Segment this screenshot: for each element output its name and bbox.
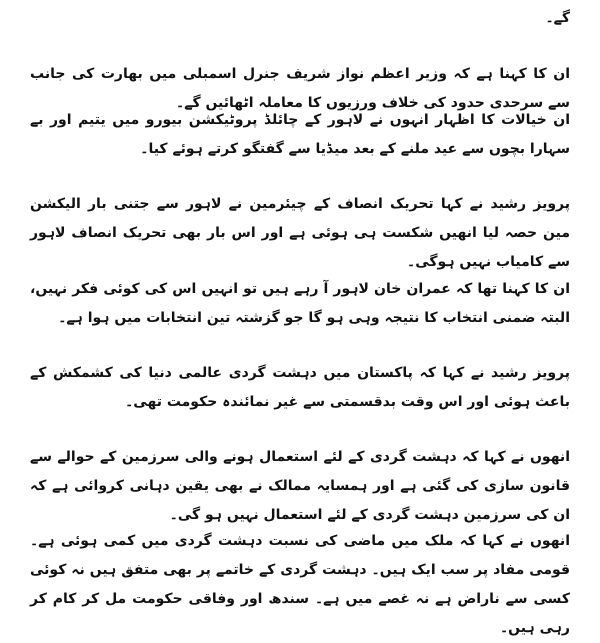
article-paragraph: انھوں نے کہا کہ دہشت گردی کے لئے استعمال ہونے والی سرزمین کے حوالے سے قانون سازی کی گئی ہے اور ہمسایہ ممالک نے بھی یقین دہانی کروائی ہے کہ ان کی سرزمین دہشت گردی کے لئے استعمال نہیں ہو گی۔ [30,449,570,523]
article-paragraph: ان خیالات کا اظہار انہوں نے لاہور کے چائلڈ پروٹیکشن بیورو میں یتیم اور بے سہارا بچوں سے عید ملنے کے بعد میڈیا سے گفتگو کرتے ہوئے کیا۔ [30,112,570,157]
article-paragraph: گے۔ [545,10,570,26]
article-paragraph: ان کا کہنا تھا کہ عمران خان لاہور آ رہے ہیں تو انہیں اس کی کوئی فکر نہیں، البتہ ضمنی انتخاب کا نتیجہ وہی ہو گا جو گزشتہ تین انتخابات میں ہوا ہے۔ [30,281,570,326]
article-paragraph: پرویز رشید نے کہا کہ پاکستان میں دہشت گردی عالمی دنیا کی کشمکش کے باعث ہوئی اور اس وقت بدقسمتی سے غیر نمائندہ حکومت تھی۔ [30,365,570,410]
article-paragraph: پرویز رشید نے کہا تحریک انصاف کے چیئرمین نے لاہور سے جتنی بار الیکشن مین حصہ لیا انھیں شکست ہی ہوئی ہے اور اس بار بھی تحریک انصاف لاہور سے کامیاب نہیں ہوگی۔ [30,196,570,270]
article-body [30,0,570,636]
article-paragraph: ان کا کہنا ہے کہ وزیر اعظم نواز شریف جنرل اسمبلی میں بھارت کی جانب سے سرحدی حدود کی خلاف ورزیوں کا معاملہ اٹھائیں گے۔ [30,66,570,111]
article-paragraph: انھوں نے کہا کہ ملک میں ماضی کی نسبت دہشت گردی میں کمی ہوئی ہے۔ قومی مفاد پر سب ایک ہیں۔ دہشت گردی کے خاتمے پر بھی متفق ہیں نہ کوئی کسی سے ناراض ہے نہ غصے میں ہے۔ سندھ اور وفاقی حکومت مل کر کام کر رہی ہیں۔ [30,533,570,636]
